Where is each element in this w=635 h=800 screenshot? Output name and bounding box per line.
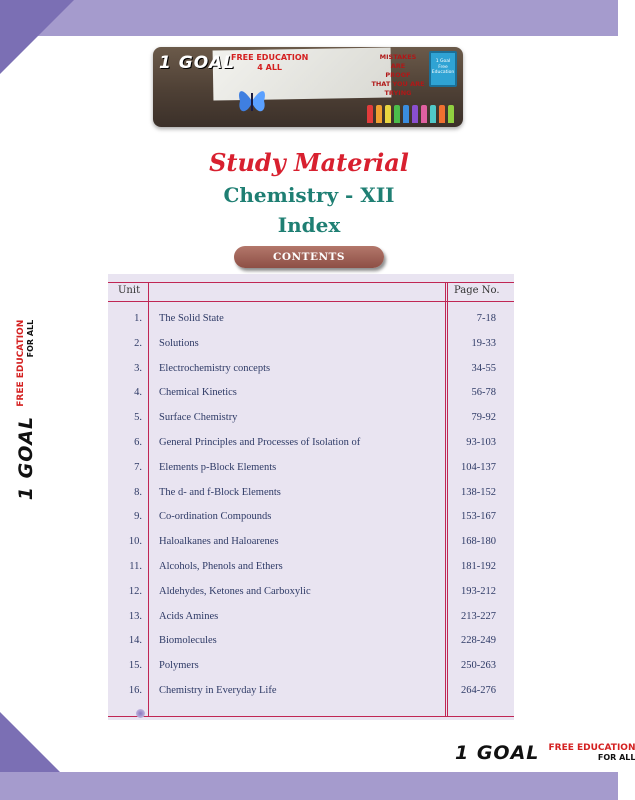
banner-free-line2: 4 ALL bbox=[257, 63, 283, 72]
side-logo bbox=[3, 319, 49, 501]
row-pages: 193-212 bbox=[461, 585, 496, 597]
banner-quote-line4: THAT YOU ARE bbox=[371, 80, 425, 88]
row-no: 16. bbox=[128, 685, 142, 696]
row-no: 15. bbox=[128, 660, 142, 672]
banner-book-icon bbox=[429, 51, 457, 87]
side-logo-for-all: FOR ALL bbox=[26, 319, 35, 358]
row-pages: 104-137 bbox=[461, 461, 496, 473]
study-material-title: Study Material bbox=[209, 148, 409, 177]
table-row bbox=[108, 437, 514, 455]
row-no: 5. bbox=[134, 412, 142, 424]
footer-logo-for-all: FOR ALL bbox=[597, 753, 635, 762]
top-decor-bar bbox=[0, 0, 618, 36]
row-no: 8. bbox=[134, 486, 142, 498]
row-pages: 93-103 bbox=[466, 437, 496, 448]
row-title: The d- and f-Block Elements bbox=[159, 486, 281, 498]
table-row bbox=[108, 363, 514, 381]
row-no: 6. bbox=[134, 437, 142, 448]
row-title: Polymers bbox=[159, 660, 199, 672]
row-pages: 79-92 bbox=[471, 412, 496, 424]
row-no: 1. bbox=[134, 313, 142, 324]
row-no: 4. bbox=[134, 387, 142, 399]
banner-logo-text: 1 GOAL bbox=[159, 53, 236, 73]
row-no: 14. bbox=[128, 635, 142, 647]
row-no: 12. bbox=[128, 585, 142, 597]
banner-book-line1: 1 Goal bbox=[435, 59, 451, 64]
banner-quote-line2: ARE bbox=[390, 62, 406, 70]
table-row bbox=[108, 685, 514, 703]
table-row bbox=[108, 338, 514, 356]
side-logo-free: FREE EDUCATION bbox=[16, 319, 26, 407]
crayons-decor bbox=[367, 105, 454, 123]
row-pages: 34-55 bbox=[471, 362, 496, 374]
row-title: Chemistry in Everyday Life bbox=[159, 685, 277, 696]
row-no: 2. bbox=[134, 337, 142, 349]
row-pages: 181-192 bbox=[461, 561, 496, 572]
row-title: Biomolecules bbox=[159, 635, 217, 647]
row-title: Alcohols, Phenols and Ethers bbox=[159, 561, 283, 572]
table-top-rule bbox=[108, 282, 514, 283]
contents-tab: CONTENTS bbox=[234, 246, 384, 268]
table-row bbox=[108, 412, 514, 430]
column-header-unit: Unit bbox=[118, 285, 141, 296]
banner-free-education bbox=[231, 53, 308, 73]
row-pages: 228-249 bbox=[461, 635, 496, 647]
table-row bbox=[108, 635, 514, 653]
table-row bbox=[108, 487, 514, 505]
row-pages: 264-276 bbox=[461, 685, 496, 696]
row-no: 7. bbox=[134, 461, 142, 473]
footer-logo-free: FREE EDUCATION bbox=[548, 743, 635, 753]
row-title: Elements p-Block Elements bbox=[159, 461, 277, 473]
footer-logo bbox=[455, 742, 635, 764]
row-no: 3. bbox=[134, 362, 142, 374]
row-title: The Solid State bbox=[159, 313, 224, 324]
table-header-rule bbox=[108, 301, 514, 302]
banner-quote-line3: PROOF bbox=[385, 71, 411, 79]
row-no: 9. bbox=[134, 511, 142, 523]
table-row bbox=[108, 462, 514, 480]
footer-logo-goal: 1 GOAL bbox=[455, 742, 540, 764]
side-logo-goal: 1 GOAL bbox=[15, 415, 37, 501]
header-banner bbox=[153, 47, 463, 127]
table-row bbox=[108, 313, 514, 331]
table-row bbox=[108, 387, 514, 405]
row-pages: 19-33 bbox=[471, 337, 496, 349]
row-pages: 7-18 bbox=[476, 313, 496, 324]
row-pages: 213-227 bbox=[461, 610, 496, 622]
bottom-decor-bar bbox=[0, 772, 618, 800]
row-title: Haloalkanes and Haloarenes bbox=[159, 536, 279, 548]
row-title: Aldehydes, Ketones and Carboxylic bbox=[159, 585, 311, 597]
contents-table bbox=[108, 274, 514, 720]
column-header-page: Page No. bbox=[454, 285, 500, 296]
table-row bbox=[108, 660, 514, 678]
row-pages: 138-152 bbox=[461, 486, 496, 498]
banner-quote bbox=[367, 53, 429, 98]
table-row bbox=[108, 511, 514, 529]
table-row bbox=[108, 561, 514, 579]
row-pages: 250-263 bbox=[461, 660, 496, 672]
row-title: Electrochemistry concepts bbox=[159, 362, 271, 374]
row-title: Acids Amines bbox=[159, 610, 219, 622]
row-no: 11. bbox=[129, 561, 142, 572]
top-corner-triangle bbox=[0, 0, 74, 74]
row-pages: 168-180 bbox=[461, 536, 496, 548]
subject-title: Chemistry - XII bbox=[223, 183, 395, 207]
banner-quote-line1: MISTAKES bbox=[379, 53, 417, 61]
banner-quote-line5: TRYING bbox=[384, 89, 412, 97]
butterfly-icon bbox=[237, 81, 267, 121]
table-row bbox=[108, 536, 514, 554]
row-pages: 56-78 bbox=[471, 387, 496, 399]
table-bottom-rule bbox=[108, 716, 514, 717]
table-row bbox=[108, 586, 514, 604]
banner-book-line3: Education bbox=[431, 70, 455, 75]
row-title: General Principles and Processes of Isolation of bbox=[159, 437, 361, 448]
row-no: 10. bbox=[128, 536, 142, 548]
row-title: Co-ordination Compounds bbox=[159, 511, 272, 523]
banner-free-line1: FREE EDUCATION bbox=[231, 53, 309, 62]
table-row bbox=[108, 611, 514, 629]
bullet-dot-icon bbox=[136, 709, 145, 718]
row-title: Solutions bbox=[159, 337, 199, 349]
banner-book-line2: Free bbox=[438, 64, 448, 70]
row-pages: 153-167 bbox=[461, 511, 496, 523]
index-title: Index bbox=[277, 213, 341, 237]
row-no: 13. bbox=[128, 610, 142, 622]
row-title: Chemical Kinetics bbox=[159, 387, 237, 399]
row-title: Surface Chemistry bbox=[159, 412, 238, 424]
